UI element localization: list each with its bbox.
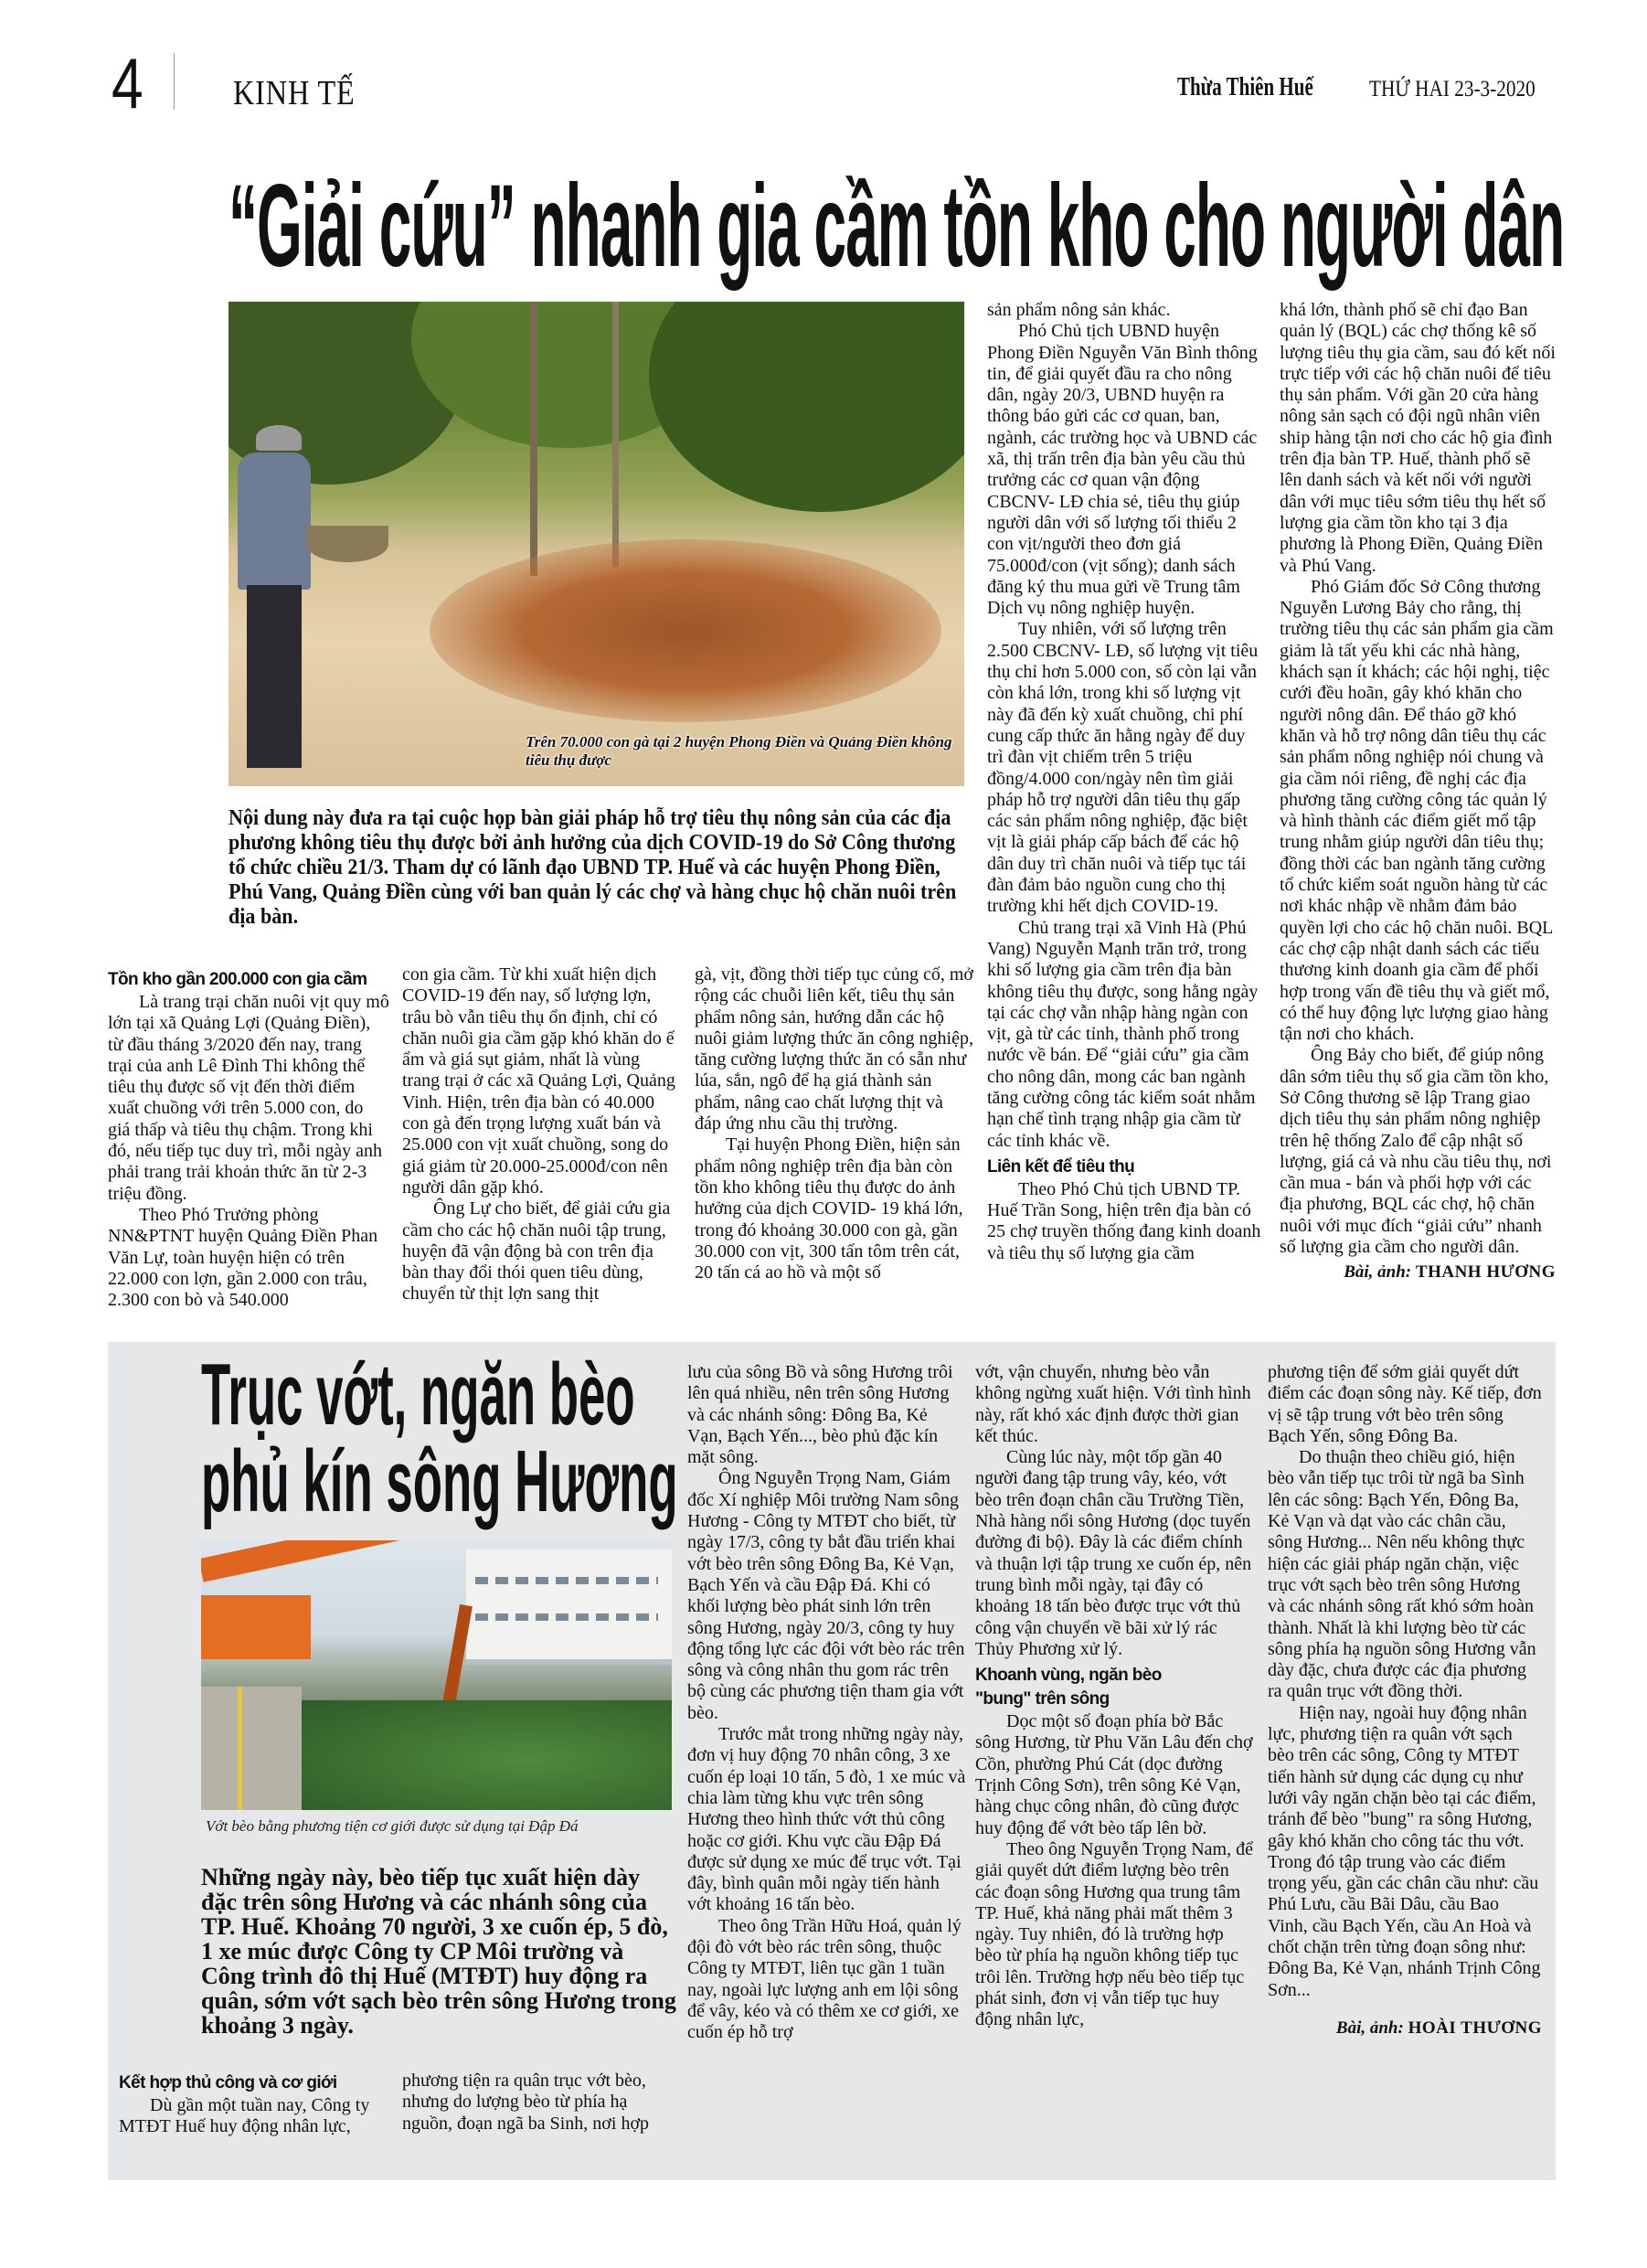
paragraph: Trước mắt trong những ngày này, đơn vị huy động 70 nhân công, 3 xe cuốn ép loại 10 tấn, 5 đò, 1 xe múc và chia làm từng khu vực trên sông Hương theo hình thức vớt thủ công hoặc cơ giới. Khu vực cầu Đập Đá được sử dụng xe múc để trục vớt. Tại đây, bình quân mỗi ngày tiến hành vớt khoảng 16 tấn bèo. bbox=[687, 1724, 966, 1915]
paragraph: Theo ông Nguyễn Trọng Nam, để giải quyết dứt điểm lượng bèo trên các đoạn sông Hương qua trung tâm TP. Huế, khả năng phải mất thêm 3 ngày. Tuy nhiên, đó là trường hợp bèo từ phía hạ nguồn không tiếp tục trôi lên. Trường hợp nếu bèo tiếp tục phát sinh, đơn vị vẫn tiếp tục huy động nhân lực, bbox=[975, 1838, 1253, 2030]
headline-line: phủ kín sông Hương bbox=[201, 1432, 678, 1530]
photo-building-windows bbox=[475, 1613, 658, 1621]
paragraph: Phó Chủ tịch UBND huyện Phong Điền Nguyễn Văn Bình thông tin, để giải quyết đầu ra cho nông dân, ngày 20/3, UBND huyện ra thông báo gửi các cơ quan, ban, ngành, các trường học và UBND các xã, thị trấn trên địa bàn yêu cầu thủ trưởng các cơ quan vận động CBCNV- LĐ chia sẻ, tiêu thụ giúp người dân với số lượng tối thiểu 2 con vịt/người theo đơn giá 75.000đ/con (vịt sống); danh sách đăng ký thu mua gửi về Trung tâm Dịch vụ nông nghiệp huyện. bbox=[987, 321, 1258, 619]
article2-headline bbox=[201, 1346, 678, 1530]
article2-column-left-1 bbox=[119, 2068, 393, 2159]
article2-column-a bbox=[687, 1362, 966, 2157]
article1-column-2 bbox=[402, 964, 681, 1326]
article2-subhead-1: Kết hợp thủ công và cơ giới bbox=[119, 2073, 337, 2092]
photo-excavator-cab bbox=[201, 1595, 311, 1659]
photo-tree bbox=[649, 302, 964, 512]
photo-excavator-arm bbox=[201, 1540, 490, 1582]
photo-road bbox=[201, 1687, 302, 1810]
article2-subhead-2: Khoanh vùng, ngăn bèo "bung" trên sông bbox=[975, 1666, 1162, 1709]
paragraph: Cùng lúc này, một tốp gần 40 người đang tập trung vây, kéo, vớt bèo trên đoạn chân cầu Trường Tiền, Nhà hàng nổi sông Hương (dọc tuyến đường đi bộ). Đây là các điểm chính và thuận lợi tập trung xe cuốn ép, nên trung bình mỗi ngày, tại đây có khoảng 18 tấn bèo được trục vớt thủ công vận chuyển về bãi xử lý rác Thủy Phương xử lý. bbox=[975, 1447, 1252, 1659]
article1-lead: Nội dung này đưa ra tại cuộc họp bàn giải pháp hỗ trợ tiêu thụ nông sản của các địa phương không tiêu thụ được bởi ảnh hưởng của dịch COVID-19 do Sở Công thương tổ chức chiều 21/3. Tham dự có lãnh đạo UBND TP. Huế và các huyện Phong Điền, Phú Vang, Quảng Điền cùng với ban quản lý các chợ và hàng chục hộ chăn nuôi trên địa bàn. bbox=[228, 806, 957, 929]
article1-column-5 bbox=[1280, 300, 1556, 1328]
paragraph: vớt, vận chuyển, nhưng bèo vẫn không ngừng xuất hiện. Với tình hình này, rất khó xác định được thời gian kết thúc. bbox=[975, 1362, 1251, 1446]
header-divider bbox=[174, 53, 175, 110]
paragraph: Do thuận theo chiều gió, hiện bèo vẫn tiếp tục trôi từ ngã ba Sình lên các sông: Bạch Yến, Đông Ba, Kẻ Vạn và dạt vào các chân cầu, sông Hương... Nên nếu không thực hiện các giải pháp ngăn chặn, việc trục vớt sạch bèo trên sông Hương và các nhánh sông rất khó sớm hoàn thành. Nhất là khi lượng bèo từ các sông phía hạ nguồn sông Hương vẫn dày đặc, chưa được các địa phương ra quân trục vớt đồng thời. bbox=[1268, 1447, 1536, 1702]
photo-farmer-hat bbox=[256, 425, 302, 451]
article2-column-c bbox=[1268, 1362, 1542, 2167]
issue-date: THỨ HAI 23-3-2020 bbox=[1369, 77, 1535, 101]
article2-byline bbox=[1268, 2018, 1542, 2039]
paragraph: Theo ông Trần Hữu Hoá, quản lý đội đò vớt bèo rác trên sông, thuộc Công ty MTĐT, liên tục gần 1 tuần nay, ngoài lực lượng anh em lội sông để vây, kéo và có thêm xe cơ giới, xe cuốn ép hỗ trợ bbox=[687, 1915, 962, 2043]
byline-author: HOÀI THƯƠNG bbox=[1408, 2018, 1542, 2038]
paragraph: Là trang trại chăn nuôi vịt quy mô lớn tại xã Quảng Lợi (Quảng Điền), từ đầu tháng 3/2020 đến nay, trang trại của anh Lê Đình Thi không thể tiêu thụ được số vịt đến thời điểm xuất chuồng với trên 5.000 con, do giá thấp và tiêu thụ chậm. Trong khi đó, nếu tiếp tục duy trì, mỗi ngày anh phải trang trải khoản thức ăn từ 2-3 triệu đồng. bbox=[108, 992, 389, 1204]
article1-subhead-1: Tồn kho gần 200.000 con gia cầm bbox=[108, 970, 367, 989]
paragraph: con gia cầm. Từ khi xuất hiện dịch COVID-19 đến nay, số lượng lợn, trâu bò vẫn tiêu thụ ổn định, chỉ có chăn nuôi gia cầm gặp khó khăn do ế ẩm và giá sụt giảm, nhất là vùng trang trại ở các xã Quảng Lợi, Quảng Vinh. Hiện, trên địa bàn có 40.000 con gà đến trọng lượng xuất bán và 25.000 con vịt xuất chuồng, song do giá giảm từ 20.000-25.000đ/con nên người dân gặp khó. bbox=[402, 964, 675, 1198]
photo-water-hyacinth bbox=[302, 1700, 672, 1810]
paragraph: Phó Giám đốc Sở Công thương Nguyễn Lương Bảy cho rằng, thị trường tiêu thụ các sản phẩm gia cầm giảm là tất yếu khi các nhà hàng, khách sạn ít khách; các hội nghị, tiệc cưới đều hoãn, gây khó khăn cho người nông dân. Để tháo gỡ khó khăn và hỗ trợ nông dân tiêu thụ các sản phẩm nông nghiệp nói chung và gia cầm nói riêng, đề nghị các địa phương tăng cường công tác quản lý và hình thành các điểm giết mổ tập trung nhằm giúp người dân tiêu thụ; đồng thời các ban ngành tăng cường tổ chức kiểm soát nguồn hàng từ các nơi khác nhập về nhằm đảm bảo quyền lợi cho các hộ chăn nuôi. BQL các chợ cập nhật danh sách các tiểu thương kinh doanh gia cầm để phối hợp trong vấn đề tiêu thụ và giết mổ, có thể huy động lực lượng giao hàng tận nơi cho khách. bbox=[1280, 576, 1554, 1045]
paragraph: khá lớn, thành phố sẽ chỉ đạo Ban quản lý (BQL) các chợ thống kê số lượng tiêu thụ gia cầm, sau đó kết nối trực tiếp với các hộ chăn nuôi để tiêu thụ sản phẩm. Với gần 20 cửa hàng nông sản sạch có đội ngũ nhân viên ship hàng tận nơi cho các hộ gia đình trên địa bàn TP. Huế, thành phố sẽ lên danh sách và kết nối với người dân với mục tiêu sớm tiêu thụ hết số lượng gia cầm tồn kho tại 3 địa phương là Phong Điền, Quảng Điền và Phú Vang. bbox=[1280, 300, 1556, 576]
photo-farmer-pants bbox=[247, 585, 302, 768]
paragraph: Chủ trang trại xã Vinh Hà (Phú Vang) Nguyễn Mạnh trăn trở, trong khi số lượng gia cầm trên địa bàn không tiêu thụ được, song hằng ngày tại các chợ vẫn nhập hàng ngàn con vịt, gà từ các tỉnh, thành phố trong nước về bán. Để “giải cứu” gia cầm cho nông dân, mong các ban ngành tăng cường công tác kiểm soát nhằm hạn chế tình trạng nhập gia cầm từ các tỉnh khác về. bbox=[987, 917, 1259, 1151]
paragraph: Ông Nguyễn Trọng Nam, Giám đốc Xí nghiệp Môi trường Nam sông Hương - Công ty MTĐT cho biết, từ ngày 17/3, công ty bắt đầu triển khai vớt bèo trên sông Đông Ba, Kẻ Vạn, Bạch Yến và cầu Đập Đá. Khi có khối lượng bèo phát sinh lớn trên sông Hương, ngày 20/3, công ty huy động tổng lực các đội vớt bèo rác trên sông và công nhân thu gom rác trên bộ cùng các phương tiện tham gia vớt bèo. bbox=[687, 1468, 965, 1723]
page-number: 4 bbox=[112, 43, 143, 123]
photo-building-windows bbox=[475, 1577, 658, 1584]
article2-photo-caption: Vớt bèo bằng phương tiện cơ giới được sử dụng tại Đập Đá bbox=[206, 1817, 579, 1835]
article1-photo-caption: Trên 70.000 con gà tại 2 huyện Phong Điền và Quảng Điền không tiêu thụ được bbox=[526, 733, 952, 769]
paragraph: phương tiện để sớm giải quyết dứt điểm các đoạn sông này. Kế tiếp, đơn vị sẽ tập trung vớt bèo trên sông Bạch Yến, sông Đông Ba. bbox=[1268, 1362, 1542, 1446]
photo-feed-basket bbox=[306, 526, 388, 562]
article2-column-left-2 bbox=[402, 2071, 675, 2162]
byline-label: Bài, ảnh: bbox=[1335, 2018, 1404, 2038]
paragraph: phương tiện ra quân trục vớt bèo, nhưng do lượng bèo từ phía hạ nguồn, đoạn ngã ba Sinh, nơi hợp bbox=[402, 2071, 650, 2134]
photo-chicken-flock bbox=[430, 539, 941, 722]
paragraph: Theo Phó Trưởng phòng NN&PTNT huyện Quảng Điền Phan Văn Lự, toàn huyện hiện có trên 22.000 con lợn, gần 2.000 con trâu, 2.300 con bò và 540.000 bbox=[108, 1204, 378, 1311]
article2-lead: Những ngày này, bèo tiếp tục xuất hiện dày đặc trên sông Hương và các nhánh sông của TP. Huế. Khoảng 70 người, 3 xe cuốn ép, 5 đò, 1 xe múc được Công ty CP Môi trường và Công trình đô thị Huế (MTĐT) huy động ra quân, sớm vớt sạch bèo trên sông Hương trong khoảng 3 ngày. bbox=[201, 1864, 676, 2039]
article2-photo-excavator bbox=[201, 1540, 672, 1810]
article1-subhead-2: Liên kết để tiêu thụ bbox=[987, 1156, 1135, 1177]
article1-column-3 bbox=[695, 964, 973, 1326]
paragraph: Theo Phó Chủ tịch UBND TP. Huế Trần Song, hiện trên địa bàn có 25 chợ truyền thống đang kinh doanh và tiêu thụ số lượng gia cầm bbox=[987, 1178, 1261, 1263]
photo-trunk bbox=[530, 302, 537, 576]
article1-column-4 bbox=[987, 300, 1261, 1326]
photo-road-line bbox=[238, 1687, 242, 1810]
headline-line: Trục vớt, ngăn bèo bbox=[201, 1346, 635, 1443]
paragraph: Dù gần một tuần nay, Công ty MTĐT Huế huy động nhân lực, bbox=[119, 2095, 370, 2137]
article1-byline bbox=[1280, 1262, 1556, 1283]
article1-photo-poultry-farm bbox=[228, 302, 964, 786]
photo-building bbox=[466, 1549, 672, 1665]
paragraph: Tuy nhiên, với số lượng trên 2.500 CBCNV- LĐ, số lượng vịt tiêu thụ chỉ hơn 5.000 con, số còn lại vẫn còn khá lớn, trong khi số lượng vịt này đã đến kỳ xuất chuồng, chi phí cung cấp thức ăn hằng ngày để duy trì đàn vịt chiếm trên 5 triệu đồng/4.000 con/ngày nên tìm giải pháp hỗ trợ người dân tiêu thụ gấp các sản phẩm nông nghiệp, đặc biệt vịt là giải pháp cấp bách để các hộ dân duy trì chăn nuôi và tiếp tục tái đàn đảm bảo nguồn cung cho thị trường khi hết dịch COVID-19. bbox=[987, 619, 1259, 917]
paragraph: lưu của sông Bồ và sông Hương trôi lên quá nhiều, nên trên sông Hương và các nhánh sông: Đông Ba, Kẻ Vạn, Bạch Yến..., bèo phủ đặc kín mặt sông. bbox=[687, 1362, 953, 1468]
paragraph: gà, vịt, đồng thời tiếp tục củng cố, mở rộng các chuỗi liên kết, tiêu thụ sản phẩm nông sản, hướng dẫn các hộ nuôi giảm lượng thức ăn công nghiệp, tăng cường lượng thức ăn có sẵn như lúa, sắn, ngô để hạ giá thành sản phẩm, nâng cao chất lượng thịt và đáp ứng nhu cầu thị trường. bbox=[695, 964, 973, 1134]
paragraph: Hiện nay, ngoài huy động nhân lực, phương tiện ra quân vớt sạch bèo trên các sông, Công ty MTĐT tiến hành sử dụng các dụng cụ như lưới vây ngăn chặn bèo tại các điểm, tránh để bèo "bung" ra sông Hương, gây khó khăn cho công tác thu vớt. Trong đó tập trung vào các điểm trọng yếu, gần các chân cầu như: cầu Phú Lưu, cầu Bãi Dâu, cầu Bao Vinh, cầu Bạch Yến, cầu An Hoà và chốt chặn trên từng đoạn sông như: Đông Ba, Kẻ Vạn, nhánh Trịnh Công Sơn... bbox=[1268, 1702, 1541, 2000]
photo-farmer-shirt bbox=[238, 453, 311, 590]
section-title: KINH TẾ bbox=[233, 74, 356, 112]
paragraph: Ông Bảy cho biết, để giúp nông dân sớm tiêu thụ số gia cầm tồn kho, Sở Công thương sẽ lập Trang giao dịch tiêu thụ sản phẩm nông nghiệp trên hệ thống Zalo để cập nhật số lượng, giá cả và nhu cầu tiêu thụ, nơi cần mua - bán và phối hợp với các địa phương, BQL các chợ, hộ chăn nuôi với mục đích “giải cứu” nhanh số lượng gia cầm cho người dân. bbox=[1280, 1045, 1552, 1258]
paragraph: Ông Lự cho biết, để giải cứu gia cầm cho các hộ chăn nuôi tập trung, huyện đã vận động bà con trên địa bàn thay đổi thói quen tiêu dùng, chuyển từ thịt lợn sang thịt bbox=[402, 1198, 671, 1304]
paragraph: Tại huyện Phong Điền, hiện sản phẩm nông nghiệp trên địa bàn còn tồn kho không tiêu thụ được do ảnh hưởng của dịch COVID- 19 khá lớn, trong đó khoảng 30.000 con gà, gần 30.000 con vịt, 300 tấn tôm trên cát, 20 tấn cá ao hồ và một số bbox=[695, 1134, 963, 1283]
paragraph: sản phẩm nông sản khác. bbox=[987, 300, 1171, 320]
paragraph: Dọc một số đoạn phía bờ Bắc sông Hương, từ Phu Văn Lâu đến chợ Cồn, phường Phú Cát (dọc đường Trịnh Công Sơn), trên sông Kẻ Vạn, hàng chục công nhân, đò cũng được huy động để vớt bèo tấp lên bờ. bbox=[975, 1711, 1253, 1838]
byline-author: THANH HƯƠNG bbox=[1415, 1262, 1556, 1283]
article1-headline: “Giải cứu” nhanh gia cầm tồn kho cho người dân bbox=[228, 161, 1565, 292]
newspaper-name: Thừa Thiên Huế bbox=[1177, 73, 1313, 101]
byline-label: Bài, ảnh: bbox=[1344, 1262, 1412, 1283]
article2-column-b bbox=[975, 1362, 1254, 2157]
article1-column-1 bbox=[108, 964, 389, 1326]
photo-trunk bbox=[612, 302, 619, 567]
